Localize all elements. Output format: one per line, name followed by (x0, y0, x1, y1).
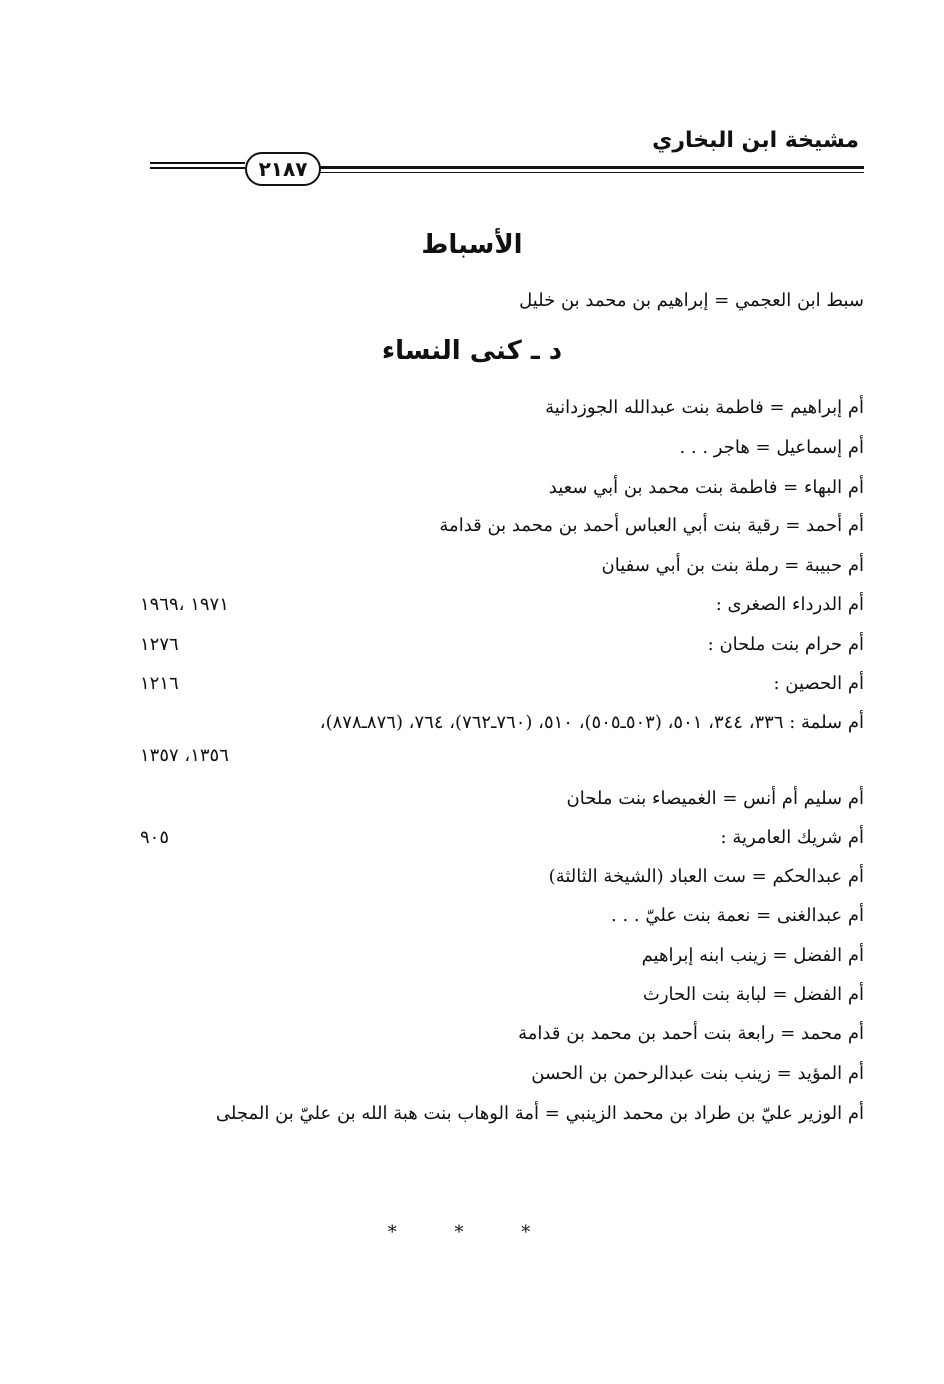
left-rule-lines (150, 162, 245, 172)
heading-kuna-nisa: د ـ كنى النساء (381, 336, 563, 366)
running-title: مشيخة ابن البخاري (652, 128, 859, 153)
entry-text: أم محمد = رابعة بنت أحمد بن محمد بن قدامة (518, 1023, 864, 1044)
entry-text: أم سلمة : ٣٣٦، ٣٤٤، ٥٠١، (٥٠٣ـ٥٠٥)، ٥١٠، (٧٦٠ـ٧٦٢)، ٧٦٤، (٨٧٦ـ٨٧٨)، (319, 712, 864, 733)
entry-text: أم الدرداء الصغرى : (715, 594, 864, 615)
entry-text: أم الفضل = زينب ابنه إبراهيم (641, 945, 864, 966)
entry-refs: ١٩٧١ ،١٩٦٩ (140, 594, 229, 615)
entry-text: أم شريك العامرية : (720, 827, 864, 848)
asbat-text: سبط ابن العجمي = إبراهيم بن محمد بن خليل (519, 290, 864, 311)
entry-refs-continued: ١٣٥٦، ١٣٥٧ (140, 745, 229, 766)
entry-text: أم الوزير عليّ بن طراد بن محمد الزينبي = أمة الوهاب بنت هبة الله بن عليّ بن المجلى (215, 1103, 864, 1124)
entry-text: أم حرام بنت ملحان : (707, 634, 864, 655)
entry-text: أم البهاء = فاطمة بنت محمد بن أبي سعيد (548, 477, 864, 498)
heading-asbat: الأسباط (421, 230, 523, 260)
entry-refs: ١٢١٦ (140, 673, 179, 694)
header-rule (150, 148, 864, 188)
entry-text: أم إسماعيل = هاجر . . . (679, 437, 864, 458)
page-number: ٢١٨٧ (245, 152, 321, 186)
section-end-stars: * * * (387, 1222, 557, 1243)
entry-text: أم المؤيد = زينب بنت عبدالرحمن بن الحسن (531, 1063, 864, 1084)
entry-text: أم إبراهيم = فاطمة بنت عبدالله الجوزدانية (545, 397, 864, 418)
rule-thin (320, 172, 864, 173)
entry-text: أم عبدالحكم = ست العباد (الشيخة الثالثة) (548, 866, 864, 887)
rule-thick (320, 166, 864, 169)
entry-text: أم الفضل = لبابة بنت الحارث (642, 984, 864, 1005)
entry-text: أم حبيبة = رملة بنت بن أبي سفيان (601, 555, 864, 576)
entry-text: أم سليم أم أنس = الغميصاء بنت ملحان (566, 788, 864, 809)
entry-refs: ١٢٧٦ (140, 634, 179, 655)
entry-text: أم عبدالغنى = نعمة بنت عليّ . . . (611, 905, 864, 926)
entry-refs: ٩٠٥ (140, 827, 170, 848)
entry-text: أم الحصين : (773, 673, 864, 694)
entry-text: أم أحمد = رقية بنت أبي العباس أحمد بن محمد بن قدامة (439, 515, 864, 536)
